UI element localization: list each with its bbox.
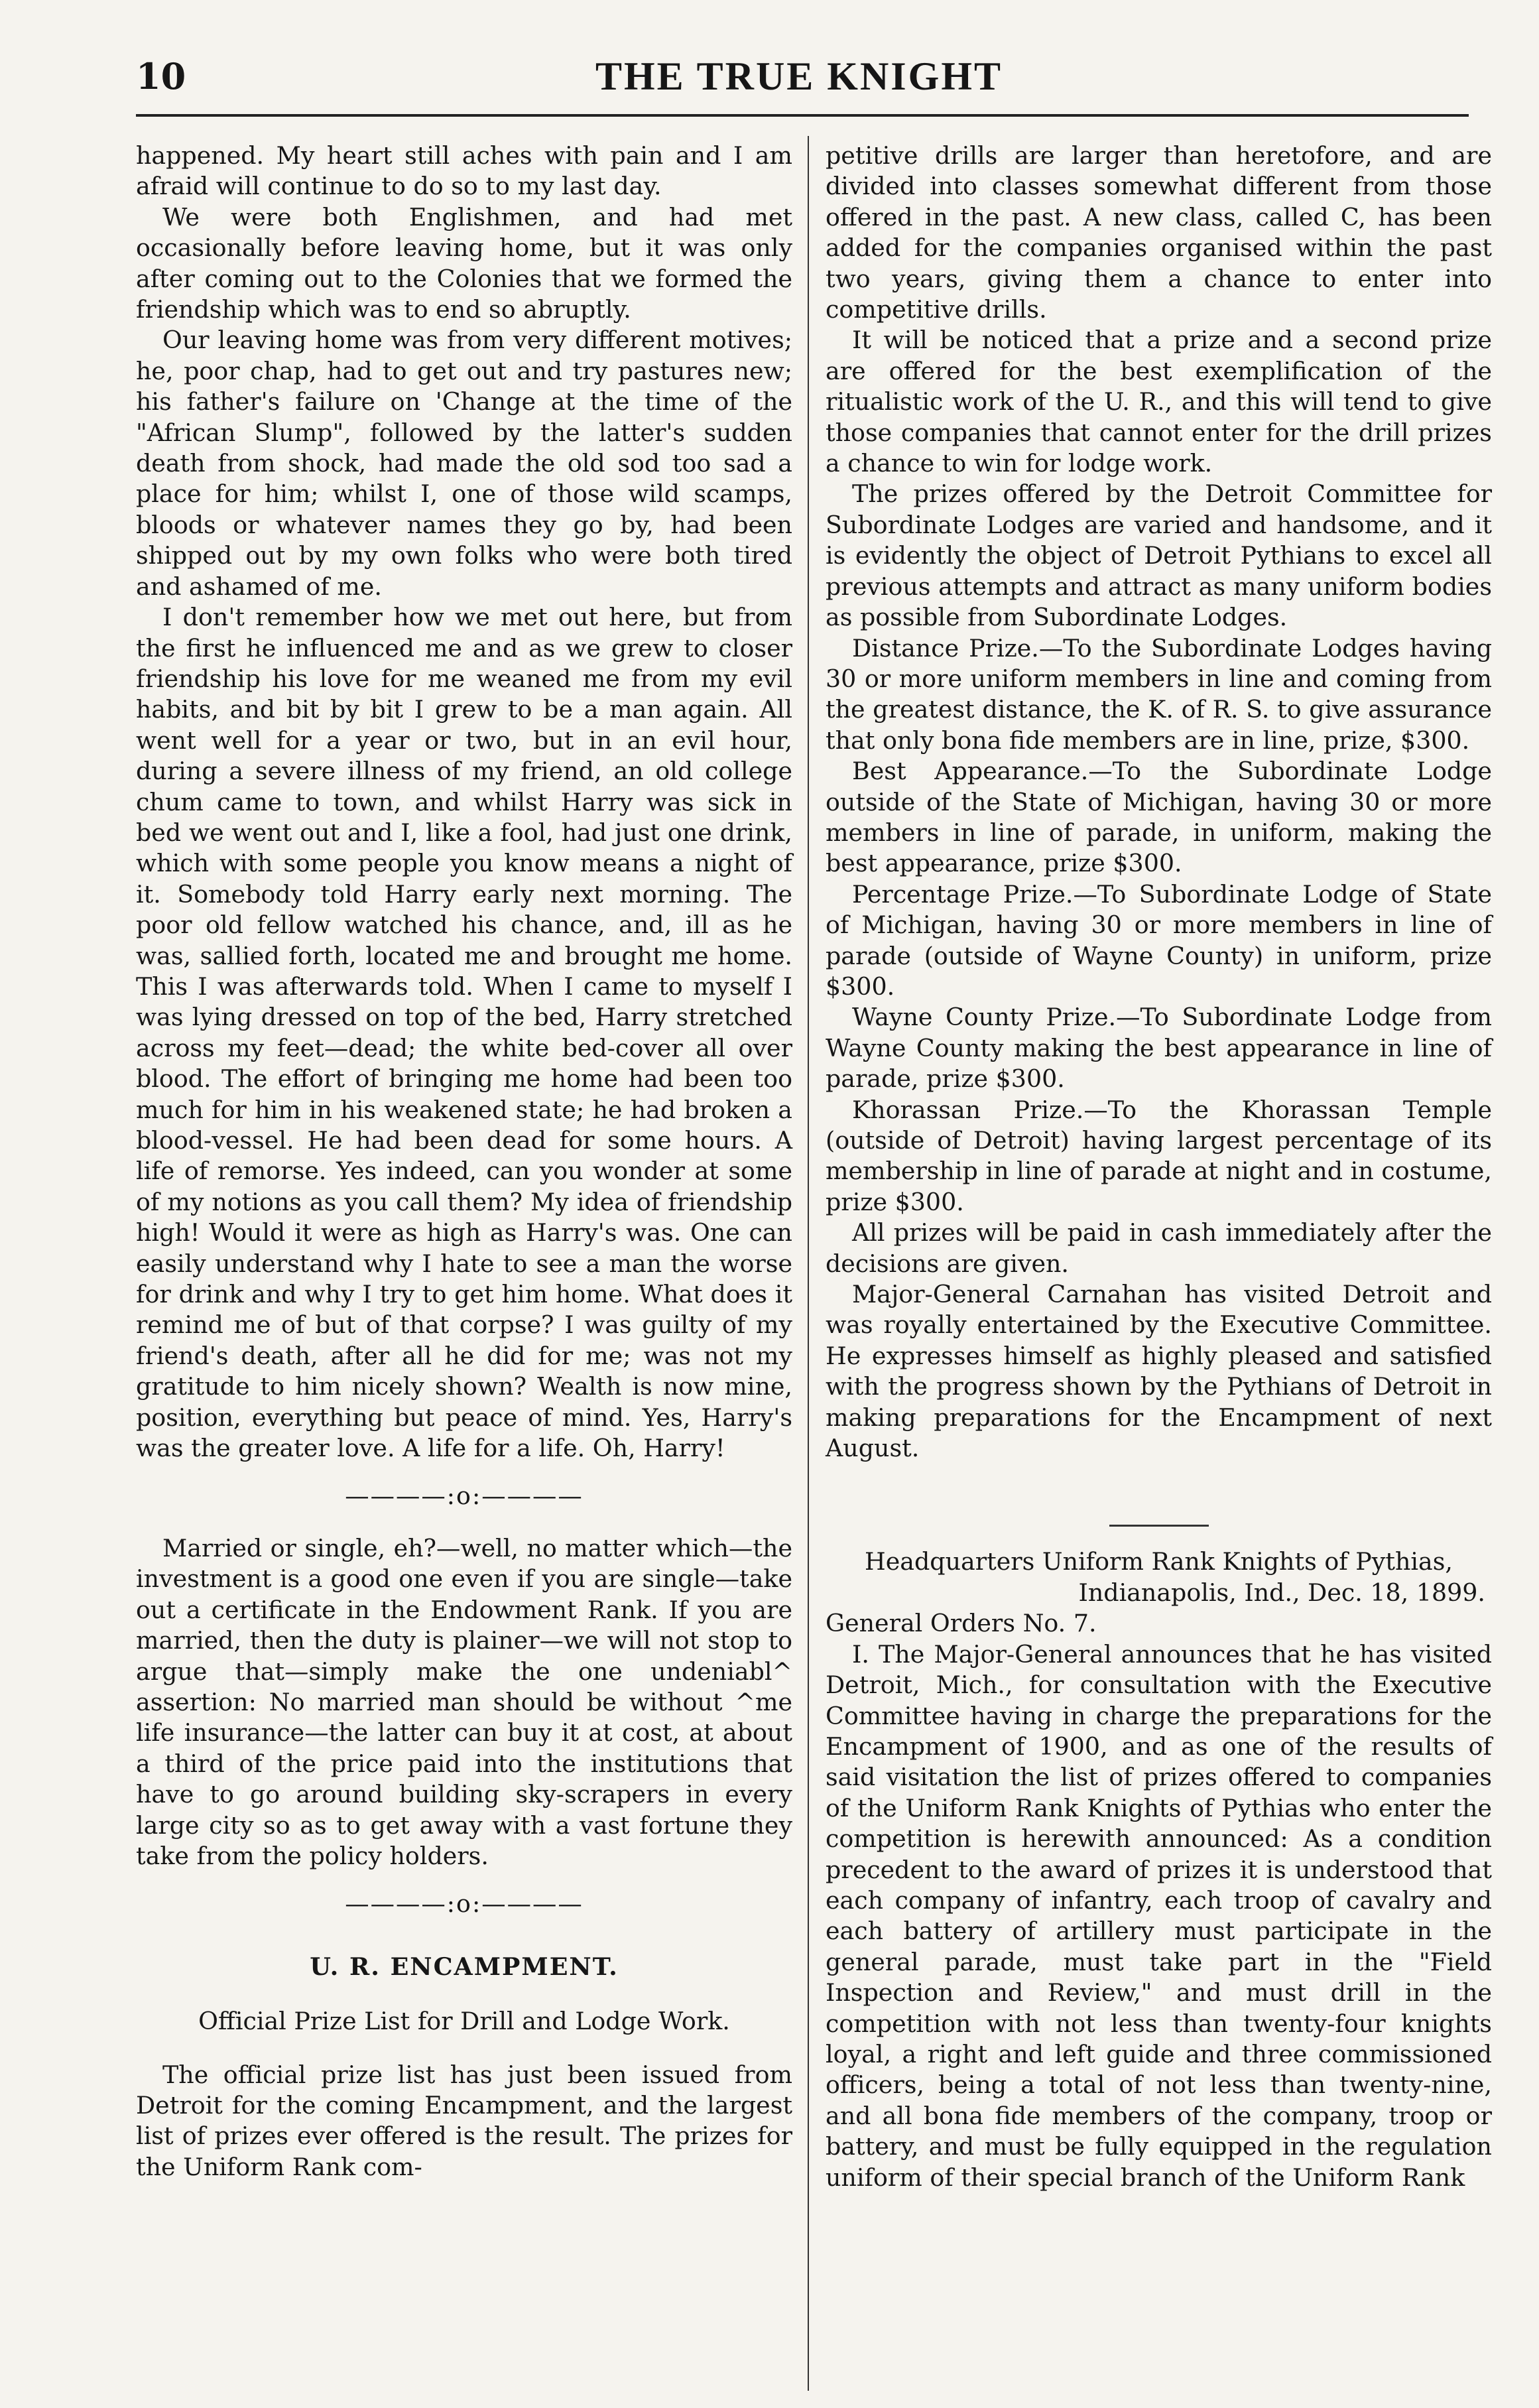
journal-title: THE TRUE KNIGHT	[595, 54, 1003, 98]
left-column	[136, 141, 792, 2183]
cash-payment-note: All prizes will be paid in cash immediately after the decisions are given.	[826, 1218, 1492, 1278]
khorassan-prize: Khorassan Prize.—To the Khorassan Temple (outside of Detroit) having largest percentage of its membership in line of parade at night and in costume, prize $300.	[826, 1095, 1492, 1216]
general-order-text: I. The Major-General announces that he has visited Detroit, Mich., for consultation with the Executive Committee having in charge the preparations for the Encampment of 1900, and as one of the results of said visitation the list of prizes offered to companies of the Uniform Rank Knights of Pythias who enter the competition is herewith announced: As a condition precedent to the award of prizes it is understood that each company of infantry, each troop of cavalry and each battery of artillery must participate in the general parade, must take part in the "Field Inspection and Review," and must drill in the competition with not less than twenty-four knights loyal, a right and left guide and three commissioned officers, being a total of not less than twenty-nine, and all bona fide members of the company, troop or battery, and must be fully equipped in the regulation uniform of their special branch of the Uniform Rank	[826, 1639, 1492, 2192]
prize-paragraph-2: It will be noticed that a prize and a second prize are offered for the best exemplification of the ritualistic work of the U. R., and this will tend to give those companies that cannot enter for the drill prizes a chance to win for lodge work.	[826, 326, 1492, 478]
column-divider	[808, 136, 809, 2391]
section-rule	[1109, 1525, 1209, 1527]
section-ornament-2	[136, 1889, 792, 1919]
ornament-text: ————:o:————	[345, 1482, 584, 1511]
general-orders-label: General Orders No. 7.	[826, 1609, 1097, 1638]
endowment-paragraph: Married or single, eh?—well, no matter which—the investment is a good one even if you are single—take out a certificate in the Endowment Rank. If you are married, then the duty is plainer—we will not stop to argue that—simply make the one undeniabl^ assertion: No married man should be without ^me life insurance—the latter can buy it at cost, at about a third of the price paid into the institutions that have to go around building sky-scrapers in every large city so as to get away with a vast fortune they take from the policy holders.	[136, 1533, 792, 1870]
carnahan-visit-paragraph: Major-General Carnahan has visited Detroit and was royally entertained by the Executive Committee. He expresses himself as highly pleased and satisfied with the progress shown by the Pythians of Detroit in making preparations for the Encampment of next August.	[826, 1280, 1492, 1463]
story-paragraph-2: We were both Englishmen, and had met occasionally before leaving home, but it was only after coming out to the Colonies that we formed the friendship which was to end so abruptly.	[136, 202, 792, 324]
right-column	[826, 141, 1492, 2193]
story-paragraph-3: Our leaving home was from very different motives; he, poor chap, had to get out and try pastures new; his father's failure on 'Change at the time of the "African Slump", followed by the latter's sudden death from shock, had made the old sod too sad a place for him; whilst I, one of those wild scamps, bloods or whatever names they go by, had been shipped out by my own folks who were both tired and ashamed of me.	[136, 326, 792, 601]
section-ornament-1	[136, 1481, 792, 1511]
header-rule	[136, 114, 1469, 117]
wayne-county-prize: Wayne County Prize.—To Subordinate Lodge from Wayne County making the best appearance in line of parade, prize $300.	[826, 1003, 1492, 1094]
distance-prize: Distance Prize.—To the Subordinate Lodges having 30 or more uniform members in line and coming from the greatest distance, the K. of R. S. to give assurance that only bona fide members are in line, prize, $300.	[826, 633, 1492, 755]
encampment-subheading: Official Prize List for Drill and Lodge Work.	[198, 2007, 730, 2036]
story-paragraph-1: happened. My heart still aches with pain and I am afraid will continue to do so to my last day.	[136, 141, 792, 201]
page-header	[136, 46, 1462, 106]
prize-paragraph-1: petitive drills are larger than heretofore, and are divided into classes somewhat different from those offered in the past. A new class, called C, has been added for the companies organised within the past two years, giving them a chance to enter into competitive drills.	[826, 141, 1492, 324]
story-paragraph-4: I don't remember how we met out here, but from the first he influenced me and as we grew to closer friendship his love for me weaned me from my evil habits, and bit by bit I grew to be a man again. All went well for a year or two, but in an evil hour, during a severe illness of my friend, an old college chum came to town, and whilst Harry was sick in bed we went out and I, like a fool, had just one drink, which with some people you know means a night of it. Somebody told Harry early next morning. The poor old fellow watched his chance, and, ill as he was, sallied forth, located me and brought me home. This I was afterwards told. When I came to myself I was lying dressed on top of the bed, Harry stretched across my feet—dead; the white bed-cover all over blood. The effort of bringing me home had been too much for him in his weakened state; he had broken a blood-vessel. He had been dead for some hours. A life of remorse. Yes indeed, can you wonder at some of my notions as you call them? My idea of friendship high! Would it were as high as Harry's was. One can easily understand why I hate to see a man the worse for drink and why I try to get him home. What does it remind me of but of that corpse? I was guilty of my friend's death, after all he did for me; was not my gratitude to him nicely shown? Wealth is now mine, position, everything but peace of mind. Yes, Harry's was the greater love. A life for a life. Oh, Harry!	[136, 603, 792, 1463]
headquarters-title: Headquarters Uniform Rank Knights of Pythias,	[865, 1547, 1453, 1576]
best-appearance-prize: Best Appearance.—To the Subordinate Lodge outside of the State of Michigan, having 30 or more members in line of parade, in uniform, making the best appearance, prize $300.	[826, 757, 1492, 878]
page-number: 10	[136, 55, 186, 97]
headquarters-date: Indianapolis, Ind., Dec. 18, 1899.	[1078, 1578, 1485, 1607]
percentage-prize: Percentage Prize.—To Subordinate Lodge of State of Michigan, having 30 or more members in line of parade (outside of Wayne County) in uniform, prize $300.	[826, 879, 1492, 1001]
encampment-intro: The official prize list has just been issued from Detroit for the coming Encampment, and the largest list of prizes ever offered is the result. The prizes for the Uniform Rank com-	[136, 2060, 792, 2181]
encampment-heading: U. R. ENCAMPMENT.	[310, 1952, 619, 1981]
prize-paragraph-3: The prizes offered by the Detroit Committee for Subordinate Lodges are varied and handsome, and it is evidently the object of Detroit Pythians to excel all previous attempts and attract as many uniform bodies as possible from Subordinate Lodges.	[826, 479, 1492, 632]
ornament-text: ————:o:————	[345, 1889, 584, 1919]
